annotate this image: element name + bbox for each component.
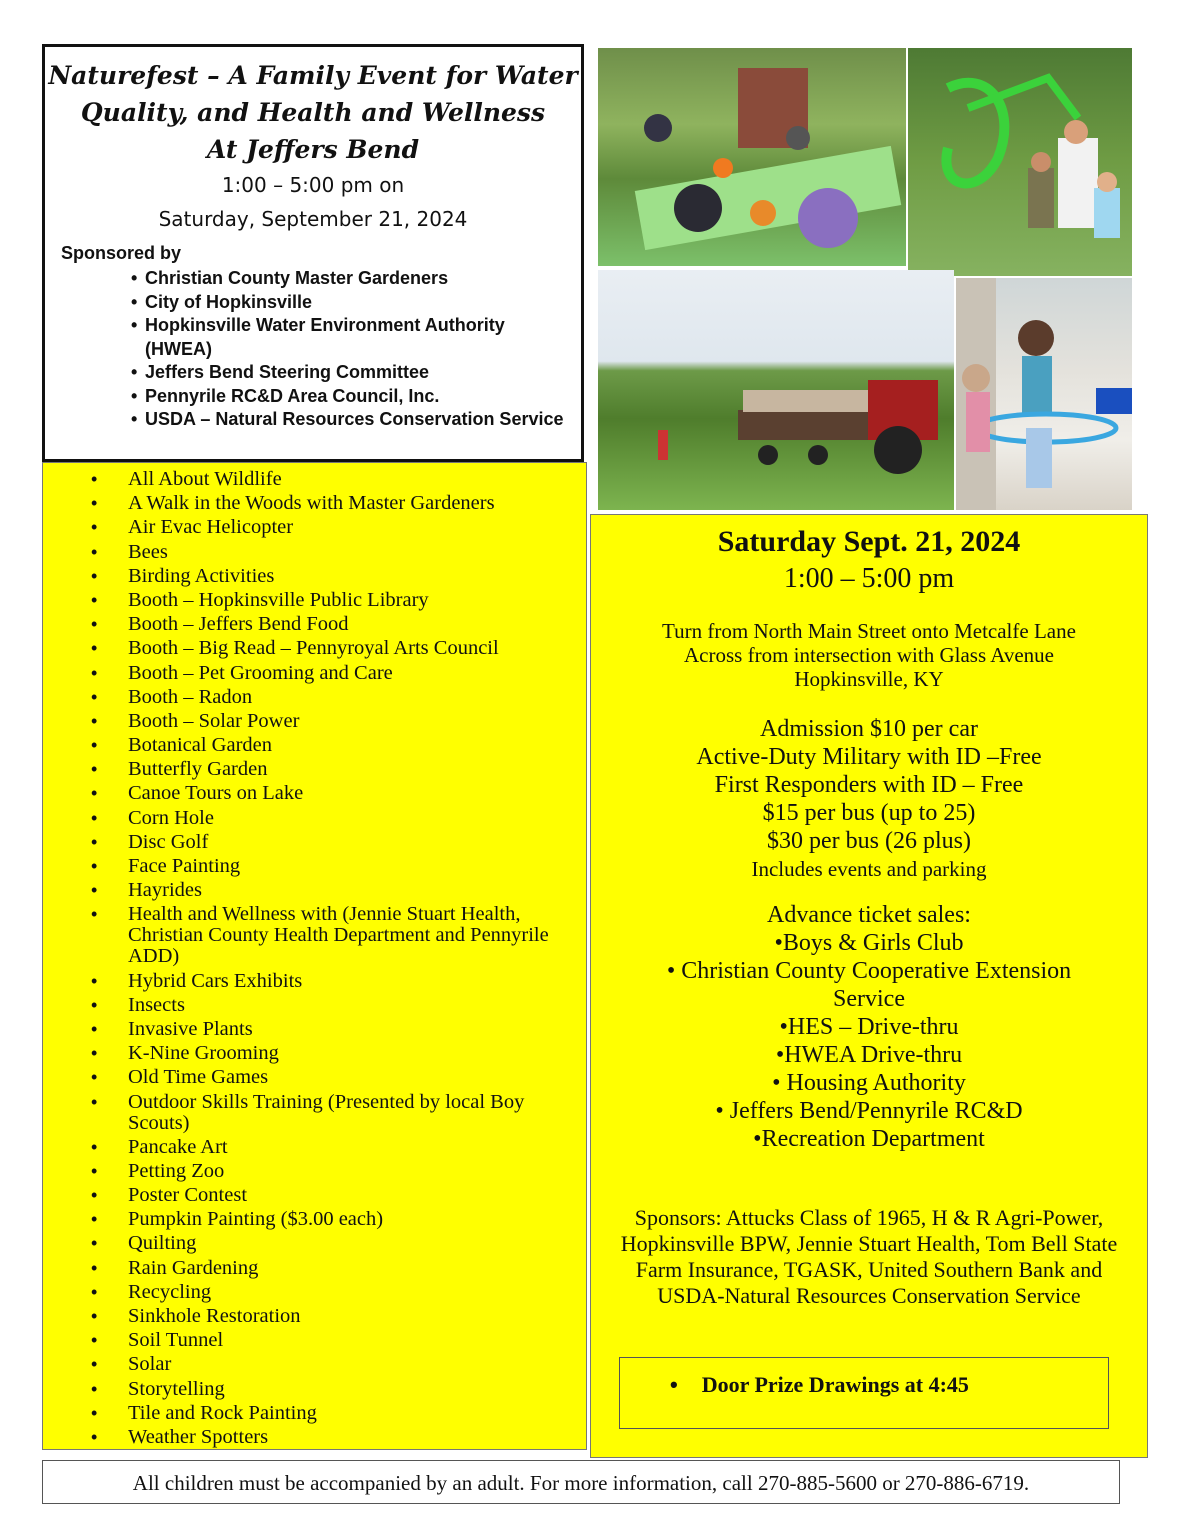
activity-item: • Face Painting	[91, 856, 581, 877]
admission-line: First Responders with ID – Free	[714, 772, 1024, 798]
activity-item: • K-Nine Grooming	[91, 1043, 581, 1064]
activity-item: • Corn Hole	[91, 808, 581, 829]
title-line-1: Naturefest – A Family Event for Water	[48, 61, 578, 90]
activity-item: • Pancake Art	[91, 1137, 581, 1158]
photo-grasshopper-illustration	[908, 48, 1132, 276]
activities-box	[42, 462, 587, 1450]
activity-item: • Bees	[91, 542, 581, 563]
advance-label: Advance ticket sales:	[767, 902, 971, 928]
advance-location: •Recreation Department	[753, 1126, 985, 1152]
activity-item: • Booth – Solar Power	[91, 711, 581, 732]
admission-note: Includes events and parking	[751, 857, 987, 881]
activity-item: • Recycling	[91, 1282, 581, 1303]
activity-item: • Rain Gardening	[91, 1258, 581, 1279]
activity-item: • Canoe Tours on Lake	[91, 783, 581, 804]
activity-item: • Insects	[91, 995, 581, 1016]
activity-item: • Disc Golf	[91, 832, 581, 853]
activity-item: • Outdoor Skills Training (Presented by local Boy Scouts)	[91, 1092, 581, 1134]
activity-item: • Sinkhole Restoration	[91, 1306, 581, 1327]
activity-item: • Booth – Radon	[91, 687, 581, 708]
activity-item: • Quilting	[91, 1233, 581, 1254]
directions	[591, 619, 1147, 691]
admission-line: Active-Duty Military with ID –Free	[696, 744, 1042, 770]
activities-list	[91, 469, 581, 1451]
sponsor-list	[131, 267, 571, 432]
activity-item: • Poster Contest	[91, 1185, 581, 1206]
activity-item: • Pumpkin Painting ($3.00 each)	[91, 1209, 581, 1230]
advance-ticket-sales	[591, 901, 1147, 1153]
directions-line: Across from intersection with Glass Avenue	[684, 643, 1054, 667]
sponsor-item: • USDA – Natural Resources Conservation Service	[131, 408, 571, 432]
photo-grasshopper-sculpture	[908, 48, 1132, 276]
sponsor-item: • Hopkinsville Water Environment Authority (HWEA)	[131, 314, 571, 361]
title-line-2: Quality, and Health and Wellness	[80, 98, 546, 127]
activity-item: • Birding Activities	[91, 566, 581, 587]
activity-item: • Storytelling	[91, 1379, 581, 1400]
activity-item: • Butterfly Garden	[91, 759, 581, 780]
sponsor-item: • Jeffers Bend Steering Committee	[131, 361, 571, 385]
activity-item: • Soil Tunnel	[91, 1330, 581, 1351]
photo-hula-hoop	[956, 278, 1132, 510]
activity-item: • Petting Zoo	[91, 1161, 581, 1182]
advance-location: • Christian County Cooperative Extension Service	[666, 958, 1072, 1012]
door-prize-box	[619, 1357, 1109, 1429]
advance-location: •Boys & Girls Club	[774, 930, 964, 956]
activity-item: • A Walk in the Woods with Master Gardeners	[91, 493, 581, 514]
event-date: Saturday Sept. 21, 2024	[717, 525, 1021, 558]
advance-location: •HWEA Drive-thru	[775, 1042, 963, 1068]
directions-line: Turn from North Main Street onto Metcalfe Lane	[662, 619, 1076, 643]
event-time: 1:00 – 5:00 pm	[783, 563, 955, 594]
activity-item: • Booth – Big Read – Pennyroyal Arts Council	[91, 638, 581, 659]
activity-item: • All About Wildlife	[91, 469, 581, 490]
footer-notice: All children must be accompanied by an adult. For more information, call 270-885-5600 or 270-886-6719.	[42, 1460, 1120, 1504]
sponsor-item: • Pennyrile RC&D Area Council, Inc.	[131, 385, 571, 409]
sponsored-by-label: Sponsored by	[61, 243, 182, 263]
header-time: 1:00 – 5:00 pm on	[221, 173, 405, 197]
admission-line: $15 per bus (up to 25)	[762, 800, 976, 826]
event-sponsors: Sponsors: Attucks Class of 1965, H & R Agri-Power, Hopkinsville BPW, Jennie Stuart Health, Tom Bell State Farm Insurance, TGASK, United Southern Bank and USDA-Natural Resources Conservation Service	[620, 1205, 1118, 1308]
activity-item: • Old Time Games	[91, 1067, 581, 1088]
photo-pumpkin-painting	[598, 48, 906, 266]
advance-location: •HES – Drive-thru	[779, 1014, 959, 1040]
admission-line: Admission $10 per car	[760, 716, 978, 742]
activity-item: • Botanical Garden	[91, 735, 581, 756]
activity-item: • Air Evac Helicopter	[91, 517, 581, 538]
photo-hula-hoop-illustration	[956, 278, 1132, 510]
activity-item: • Booth – Jeffers Bend Food	[91, 614, 581, 635]
door-prize: • Door Prize Drawings at 4:45	[670, 1372, 969, 1398]
admission-line: $30 per bus (26 plus)	[767, 828, 971, 854]
activity-item: • Invasive Plants	[91, 1019, 581, 1040]
admission-prices	[591, 715, 1147, 883]
photo-pumpkin-painting-illustration	[598, 48, 906, 266]
header-date: Saturday, September 21, 2024	[158, 207, 468, 231]
activity-item: • Tile and Rock Painting	[91, 1403, 581, 1424]
activity-item: • Weather Spotters	[91, 1427, 581, 1448]
title-line-3: At Jeffers Bend	[206, 135, 420, 164]
activity-item: • Booth – Pet Grooming and Care	[91, 663, 581, 684]
activity-item: • Hayrides	[91, 880, 581, 901]
photo-hayride-illustration	[598, 270, 954, 510]
activity-item: • Health and Wellness with (Jennie Stuart Health, Christian County Health Department and Pennyrile ADD)	[91, 904, 581, 967]
activity-item: • Solar	[91, 1354, 581, 1375]
photo-hayride-tractor	[598, 270, 954, 510]
sponsor-item: • City of Hopkinsville	[131, 291, 571, 315]
advance-location: • Jeffers Bend/Pennyrile RC&D	[715, 1098, 1023, 1124]
sponsor-item: • Christian County Master Gardeners	[131, 267, 571, 291]
event-title	[45, 57, 581, 236]
event-header-box	[42, 44, 584, 462]
activity-item: • Hybrid Cars Exhibits	[91, 971, 581, 992]
advance-location: • Housing Authority	[772, 1070, 966, 1096]
event-info-box	[590, 514, 1148, 1458]
directions-line: Hopkinsville, KY	[794, 667, 944, 691]
activity-item: • Booth – Hopkinsville Public Library	[91, 590, 581, 611]
